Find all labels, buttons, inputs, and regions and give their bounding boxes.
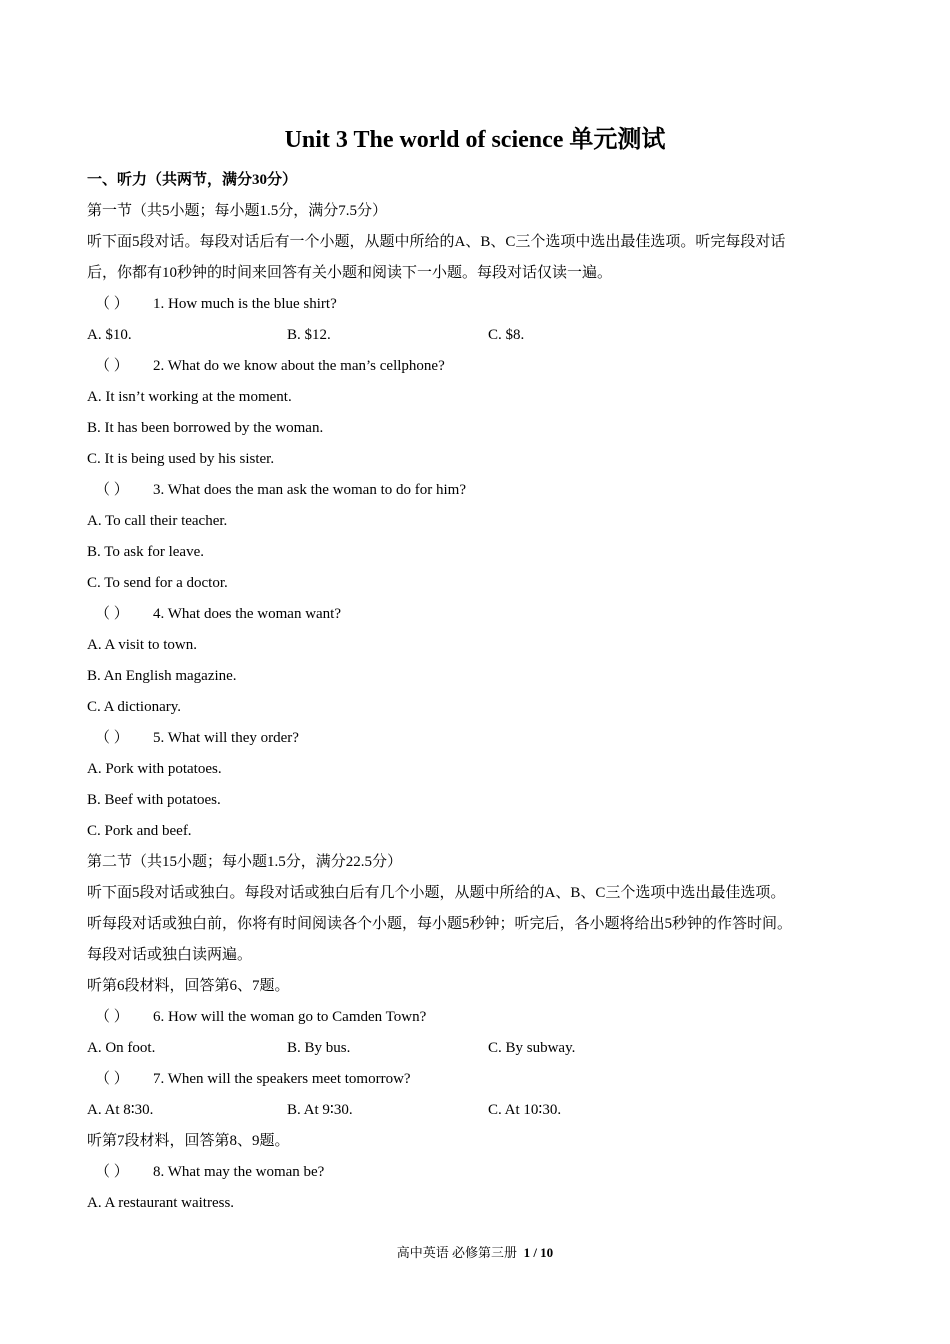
part1-instructions-line1: 听下面5段对话。每段对话后有一个小题，从题中所给的A、B、C三个选项中选出最佳选项。听完每段对话 [87, 234, 786, 250]
part2-heading: 第二节（共15小题；每小题1.5分，满分22.5分） [87, 854, 403, 870]
question-text: 1. How much is the blue shirt? [153, 296, 337, 312]
option-b: B. An English magazine. [87, 668, 237, 684]
option-b: B. Beef with potatoes. [87, 792, 221, 808]
question-6-options [87, 1033, 877, 1064]
option-c: C. At 10∶30. [488, 1102, 562, 1118]
page-number: 1 / 10 [523, 1245, 554, 1260]
answer-blank[interactable]: （ ） [95, 482, 129, 498]
option-c: C. $8. [488, 327, 525, 343]
option-a: A. To call their teacher. [87, 513, 228, 529]
question-1-options [87, 320, 877, 351]
option-a: A. $10. [87, 327, 132, 343]
option-b: B. $12. [287, 327, 331, 343]
exam-content [87, 165, 877, 1219]
question-text: 6. How will the woman go to Camden Town? [153, 1009, 427, 1025]
question-8 [87, 1157, 877, 1188]
question-text: 3. What does the man ask the woman to do for him? [153, 482, 466, 498]
option-b: B. To ask for leave. [87, 544, 204, 560]
part1-instructions-line2: 后，你都有10秒钟的时间来回答有关小题和阅读下一小题。每段对话仅读一遍。 [87, 265, 613, 281]
option-a: A. A visit to town. [87, 637, 198, 653]
question-2 [87, 351, 877, 382]
question-3 [87, 475, 877, 506]
question-text: 2. What do we know about the man’s cellphone? [153, 358, 445, 374]
page-footer [0, 1243, 950, 1263]
question-text: 8. What may the woman be? [153, 1164, 325, 1180]
part2-instructions-line2: 听每段对话或独白前，你将有时间阅读各个小题，每小题5秒钟；听完后，各小题将给出5秒钟的作答时间。 [87, 916, 793, 932]
material-7-heading: 听第7段材料，回答第8、9题。 [87, 1133, 290, 1149]
option-a: A. A restaurant waitress. [87, 1195, 235, 1211]
answer-blank[interactable]: （ ） [95, 1164, 129, 1180]
answer-blank[interactable]: （ ） [95, 1009, 129, 1025]
question-text: 7. When will the speakers meet tomorrow? [153, 1071, 411, 1087]
question-text: 4. What does the woman want? [153, 606, 342, 622]
question-7 [87, 1064, 877, 1095]
question-5 [87, 723, 877, 754]
option-c: C. By subway. [488, 1040, 576, 1056]
answer-blank[interactable]: （ ） [95, 1071, 129, 1087]
answer-blank[interactable]: （ ） [95, 730, 129, 746]
part1-heading: 第一节（共5小题；每小题1.5分，满分7.5分） [87, 203, 388, 219]
option-c: C. Pork and beef. [87, 823, 192, 839]
section-heading: 一、听力（共两节，满分30分） [87, 172, 298, 188]
answer-blank[interactable]: （ ） [95, 296, 129, 312]
question-6 [87, 1002, 877, 1033]
part2-instructions-line1: 听下面5段对话或独白。每段对话或独白后有几个小题，从题中所给的A、B、C三个选项中选出最佳选项。 [87, 885, 786, 901]
question-text: 5. What will they order? [153, 730, 299, 746]
answer-blank[interactable]: （ ） [95, 358, 129, 374]
question-4 [87, 599, 877, 630]
option-a: A. It isn’t working at the moment. [87, 389, 292, 405]
option-c: C. A dictionary. [87, 699, 182, 715]
option-a: A. Pork with potatoes. [87, 761, 222, 777]
option-c: C. It is being used by his sister. [87, 451, 275, 467]
option-b: B. By bus. [287, 1040, 351, 1056]
option-b: B. At 9∶30. [287, 1102, 353, 1118]
part2-instructions-line3: 每段对话或独白读两遍。 [87, 947, 253, 963]
option-b: B. It has been borrowed by the woman. [87, 420, 324, 436]
answer-blank[interactable]: （ ） [95, 606, 129, 622]
footer-book-title: 高中英语 必修第三册 [396, 1245, 518, 1260]
option-a: A. At 8∶30. [87, 1102, 154, 1118]
option-c: C. To send for a doctor. [87, 575, 228, 591]
question-1 [87, 289, 877, 320]
material-6-heading: 听第6段材料，回答第6、7题。 [87, 978, 290, 994]
question-7-options [87, 1095, 877, 1126]
option-a: A. On foot. [87, 1040, 156, 1056]
page-title: Unit 3 The world of science 单元测试 [284, 127, 666, 153]
